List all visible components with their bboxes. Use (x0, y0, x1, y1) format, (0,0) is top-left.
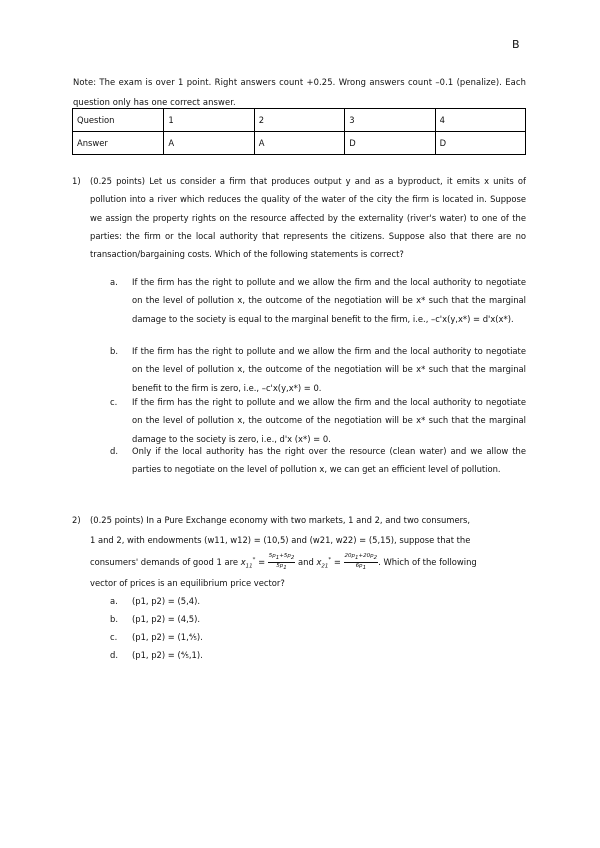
option-text: If the firm has the right to pollute and we allow the firm and the local authority to negotiate on the level of pollution x, the outcome of the negotiation will be x* such that the marginal damage to the society is zero, i.e., d'x (x*) = 0. (132, 397, 526, 444)
option-text: (p1, p2) = (5,4). (132, 596, 201, 606)
option-text: (p1, p2) = (4,5). (132, 614, 201, 624)
table-header-label: Question (73, 109, 164, 132)
exam-note: Note: The exam is over 1 point. Right answers count +0.25. Wrong answers count –0.1 (penalize). Each question only has one correct answer. (73, 77, 526, 107)
answer-cell: A (164, 132, 254, 155)
question-text-line: (0.25 points) In a Pure Exchange economy with two markets, 1 and 2, and two consumers, (90, 515, 471, 525)
option-text: Only if the local authority has the right over the resource (clean water) and we allow the parties to negotiate on the level of pollution x, we can get an efficient level of pollution. (132, 446, 526, 475)
answer-cell: D (345, 132, 435, 155)
table-row-label: Answer (73, 132, 164, 155)
question-number: 1 (164, 109, 254, 132)
question-number: 1) (72, 176, 81, 186)
question-text-line: 1 and 2, with endowments (w11, w12) = (10,5) and (w21, w22) = (5,15), suppose that the (90, 535, 471, 545)
question-number: 3 (345, 109, 435, 132)
demand-outro: . Which of the following (378, 556, 477, 567)
option-text: (p1, p2) = (1,⅘). (132, 632, 203, 642)
option-label: d. (110, 650, 118, 660)
question-text: (0.25 points) Let us consider a firm that produces output y and as a byproduct, it emits x units of pollution into a river which reduces the quality of the water of the city the firm is located in. Suppose we assign the property rights on the resource affected by the externality (river's water) to one of the parties: the firm or the local authority that represents the citizens. Suppose also that there are no transaction/bargaining costs. Which of the following statements is correct? (90, 176, 526, 260)
option-label: d. (110, 446, 118, 456)
answer-cell: D (435, 132, 525, 155)
question-number: 2) (72, 515, 81, 525)
exam-version: B (512, 38, 520, 51)
option-label: b. (110, 346, 118, 356)
table-row (73, 109, 526, 132)
option-label: c. (110, 397, 118, 407)
demand-intro: consumers' demands of good 1 are (90, 556, 239, 567)
option-text: If the firm has the right to pollute and we allow the firm and the local authority to negotiate on the level of pollution x, the outcome of the negotiation will be x* such that the marginal damage to the society is equal to the marginal benefit to the firm, i.e., –c'x(y,x*) = d'x(x*). (132, 277, 526, 324)
answer-table (72, 108, 526, 155)
option-label: a. (110, 277, 118, 287)
demand-formula-2: $x_{21}^*$ = $\frac{20p_1+20p_2}{6p_1}$ (316, 552, 378, 571)
option-label: b. (110, 614, 118, 624)
question-number: 2 (254, 109, 344, 132)
table-row (73, 132, 526, 155)
option-label: a. (110, 596, 118, 606)
question-text-line: consumers' demands of good 1 are $x_{11}^*$ = $\frac{5p_1+5p_2}{5p_1}$ and $x_{21}^*$ = $\frac{20p_1+20p_2}{6p_1}$ . Which of the following (90, 552, 477, 571)
demand-formula-1: $x_{11}^*$ = $\frac{5p_1+5p_2}{5p_1}$ (240, 552, 295, 571)
answer-cell: A (254, 132, 344, 155)
option-text: If the firm has the right to pollute and we allow the firm and the local authority to negotiate on the level of pollution x, the outcome of the negotiation will be x* such that the marginal benefit to the firm is zero, i.e., –c'x(y,x*) = 0. (132, 346, 526, 393)
option-label: c. (110, 632, 118, 642)
question-text-line: vector of prices is an equilibrium price vector? (90, 578, 285, 588)
option-text: (p1, p2) = (⅘,1). (132, 650, 203, 660)
question-number: 4 (435, 109, 525, 132)
